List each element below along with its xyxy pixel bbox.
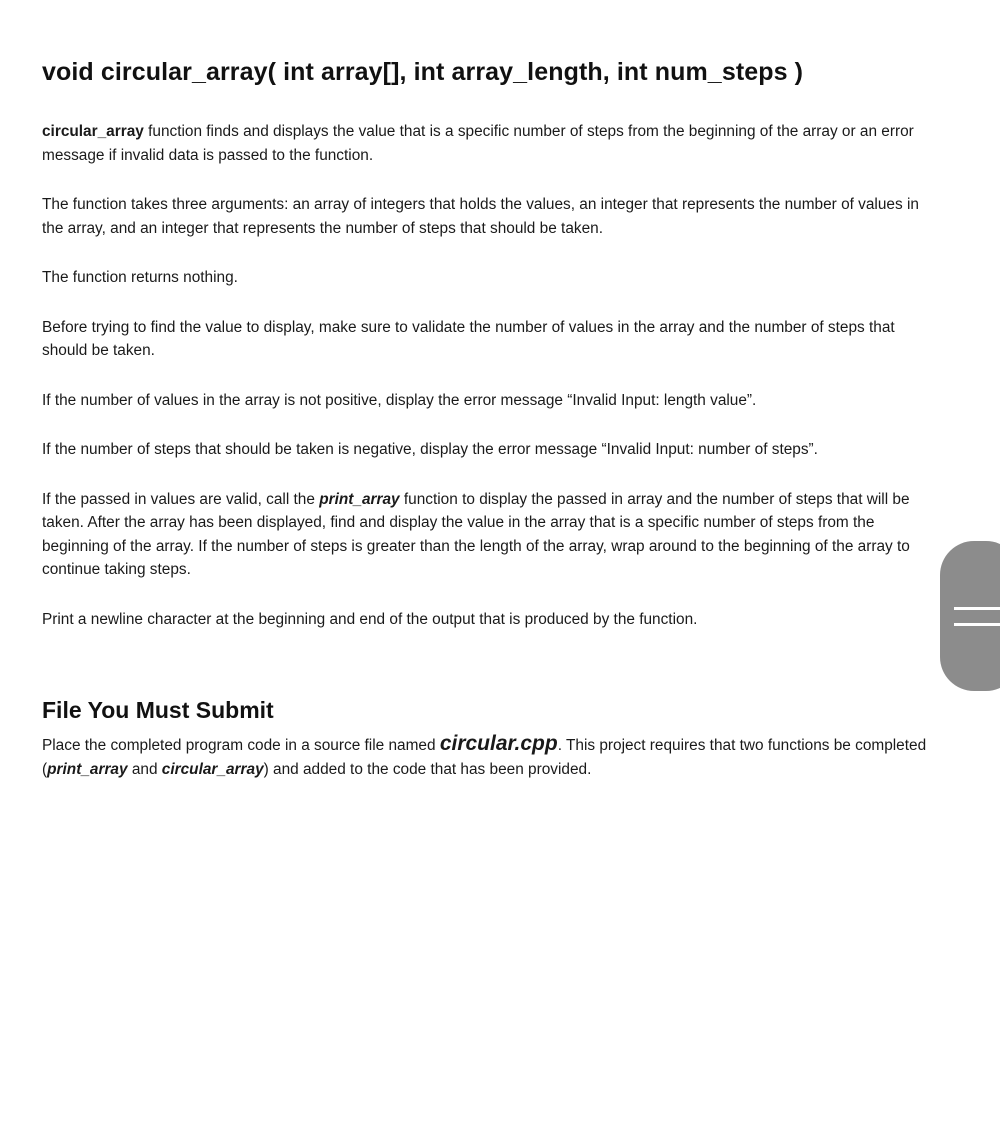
- function-name-bold: circular_array: [42, 123, 144, 140]
- paragraph-text: and: [127, 760, 162, 778]
- paragraph-returns: The function returns nothing.: [42, 269, 238, 286]
- paragraph-newline: Print a newline character at the beginning and end of the output that is produced by the function.: [42, 610, 698, 628]
- paragraph-valid-values: [42, 488, 932, 582]
- paragraph-text: . This project requires that two functions be completed (: [42, 737, 927, 778]
- source-file-name: circular.cpp: [439, 732, 558, 755]
- paragraph-text: function to display the passed in array and the number of steps that will be taken. After the array has been displayed, find and display the value in the array that is a specific number of steps from the beginning of the array. If the number of steps is greater than the length of the array, wrap around to the beginning of the array to continue taking steps.: [42, 490, 910, 578]
- paragraph-text: Place the completed program code in a source file named: [42, 737, 440, 754]
- paragraph-text: If the passed in values are valid, call the: [42, 490, 320, 508]
- function-signature-heading: void circular_array( int array[], int array_length, int num_steps ): [42, 58, 804, 86]
- handle-line-icon: [954, 623, 1000, 626]
- paragraph-submit: [42, 732, 932, 781]
- paragraph-description: [42, 120, 932, 167]
- submit-section-heading: File You Must Submit: [42, 697, 274, 723]
- side-panel-handle[interactable]: [940, 541, 1000, 691]
- paragraph-text: function finds and displays the value that is a specific number of steps from the beginning of the array or an error message if invalid data is passed to the function.: [42, 123, 914, 164]
- paragraph-steps-error: If the number of steps that should be taken is negative, display the error message “Invalid Input: number of steps”.: [42, 441, 818, 458]
- handle-line-icon: [954, 607, 1000, 610]
- document-body: [42, 58, 932, 807]
- paragraph-text: ) and added to the code that has been provided.: [263, 760, 592, 778]
- function-name-bold-italic: circular_array: [161, 760, 264, 778]
- function-name-bold-italic: print_array: [47, 760, 128, 778]
- paragraph-validation: Before trying to find the value to display, make sure to validate the number of values in the array and the number of steps that should be taken.: [42, 318, 895, 359]
- paragraph-arguments: The function takes three arguments: an array of integers that holds the values, an integer that represents the number of values in the array, and an integer that represents the number of steps that should be taken.: [42, 196, 919, 237]
- function-name-bold-italic: print_array: [319, 490, 400, 508]
- paragraph-length-error: If the number of values in the array is not positive, display the error message “Invalid Input: length value”.: [42, 391, 757, 409]
